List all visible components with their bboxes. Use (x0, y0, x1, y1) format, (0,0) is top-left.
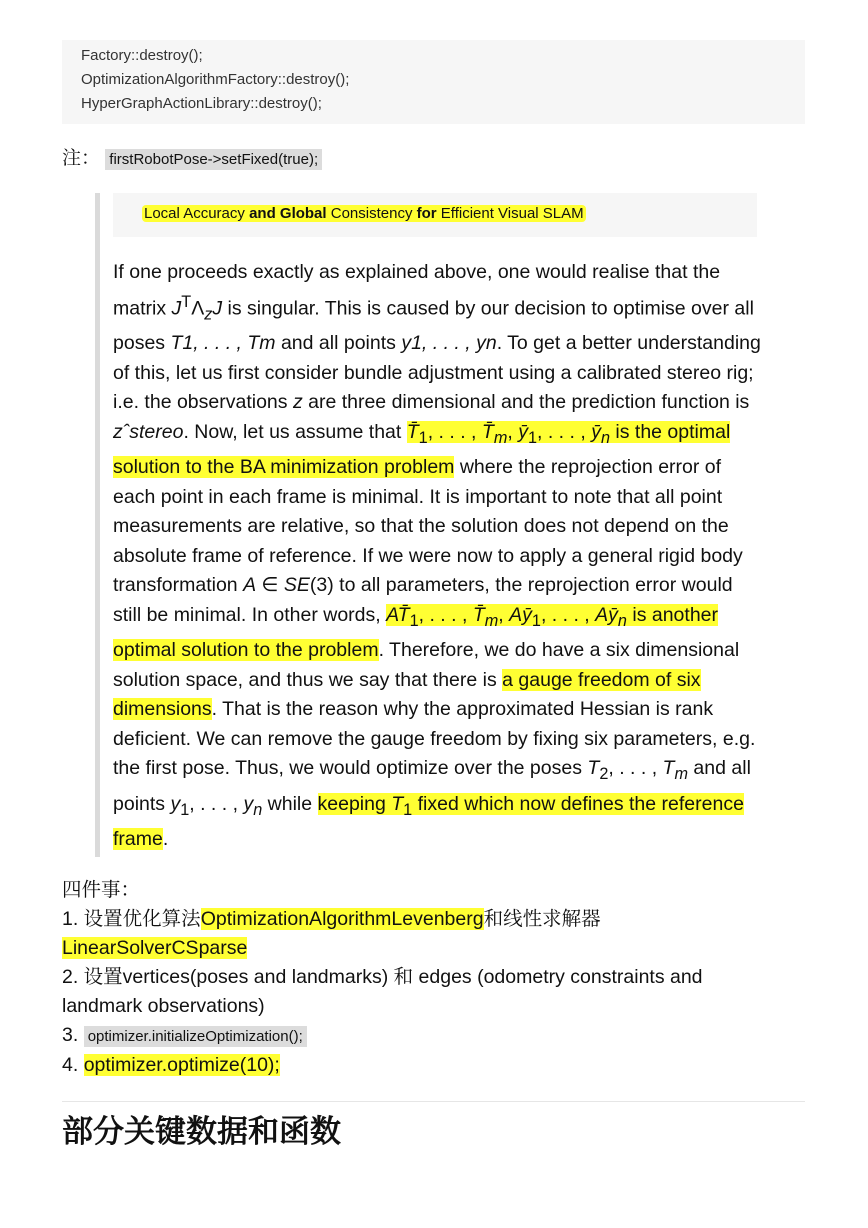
text-run: . Now, let us assume that (183, 420, 407, 443)
math-sub: n (600, 428, 610, 447)
quote-title (142, 205, 586, 222)
section-divider (62, 1101, 805, 1102)
text-run: 和线性求解器 (483, 908, 601, 930)
text-run: . (162, 827, 169, 850)
math-sub: n (253, 800, 263, 819)
math: ȳ (518, 420, 528, 443)
math: , (498, 603, 510, 626)
math: T̄ (397, 603, 410, 626)
text-run: is singular. This is caused by our decision to optimise over all poses (113, 297, 754, 355)
math: ȳ (522, 603, 532, 626)
math-sub: m (674, 765, 689, 784)
math: (3) (309, 574, 334, 597)
text-run: are three dimensional and the prediction function is (302, 391, 750, 414)
math: A (243, 574, 257, 597)
text-run: . That is the reason why the approximated Hessian is rank deficient. We can remove the gauge freedom by fixing six parameters, e.g. the first pose. Thus, we would optimize over the poses (113, 698, 756, 780)
note-inline-code: firstRobotPose->setFixed(true); (105, 149, 322, 170)
step-2: 2. 设置vertices(poses and landmarks) 和 edges (odometry constraints and landmark observations) (62, 966, 703, 1017)
step-4 (62, 1051, 782, 1080)
math: ∈ (256, 574, 284, 597)
math-sup: T (181, 292, 192, 311)
title-part: Efficient Visual SLAM (436, 205, 584, 222)
math: , . . . , (608, 757, 663, 780)
math: T1, . . . , Tm (170, 332, 276, 355)
text-run: fixed which now defines the reference frame (113, 792, 744, 850)
blockquote-bar (95, 193, 100, 857)
math: z (292, 391, 303, 414)
math: y (243, 792, 254, 815)
code-line: OptimizationAlgorithmFactory::destroy(); (81, 71, 350, 88)
note-label: 注： (62, 148, 101, 169)
highlight-solver: LinearSolverCSparse (62, 937, 248, 959)
math: A (595, 603, 609, 626)
math-sub: z (204, 304, 213, 323)
quote-paragraph (113, 258, 763, 854)
math: , . . . , (537, 420, 592, 443)
math: T (662, 757, 675, 780)
text-run: where the reprojection error of each point in each frame is minimal. It is important to note that all point measurements are relative, so that the solution does not depend on the absolute frame of reference. If we were now to apply a general rigid body transformation (113, 456, 743, 597)
text-run: is another optimal solution to the problem (113, 603, 719, 662)
math: T̄ (481, 420, 494, 443)
math: J (171, 297, 182, 319)
quote-title-highlight (142, 205, 586, 222)
highlight-gauge-freedom: a gauge freedom of six dimensions (113, 668, 701, 721)
quote-title-box (113, 193, 757, 237)
text-run: is the optimal solution to the BA minimization problem (113, 420, 731, 479)
steps-heading: 四件事： (62, 879, 141, 901)
math-sub: 1 (531, 611, 541, 630)
step-3-code: optimizer.initializeOptimization(); (84, 1026, 307, 1047)
math: A (386, 603, 398, 626)
math: y (170, 792, 181, 815)
math: T̄ (406, 420, 419, 443)
text-run: . To get a better understanding of this, let us first consider bundle adjustment using a calibrated stereo rig; i.e. the observations (113, 332, 761, 414)
highlight-optimizer: OptimizationAlgorithmLevenberg (200, 908, 484, 930)
text-run: 4. (62, 1054, 84, 1076)
math: , . . . , (189, 792, 244, 815)
text-run: and all points (113, 757, 751, 815)
math: T (587, 757, 600, 780)
math: Λ (191, 297, 205, 319)
math: T̄ (472, 603, 485, 626)
text-run: 1. 设置优化算法 (62, 908, 201, 930)
math: y1, . . . , yn (401, 332, 497, 355)
math-sub: 2 (599, 765, 609, 784)
math: ȳ (591, 420, 601, 443)
code-line: HyperGraphActionLibrary::destroy(); (81, 95, 322, 112)
math: A (509, 603, 523, 626)
math-sub: n (617, 611, 627, 630)
title-part-bold: for (416, 205, 437, 222)
text-run: keeping (317, 792, 392, 815)
highlight-optimize-call: optimizer.optimize(10); (83, 1054, 280, 1076)
text-run: 3. (62, 1024, 84, 1046)
title-part-bold: and Global (249, 205, 327, 222)
math: SE (283, 574, 310, 597)
math-sub: 1 (180, 800, 190, 819)
math: zˆstereo (113, 420, 184, 443)
code-line: Factory::destroy(); (81, 47, 203, 64)
math: , . . . , (418, 603, 473, 626)
math-sub: m (484, 611, 499, 630)
text-run: while (262, 792, 318, 815)
math: J (212, 297, 223, 319)
step-1 (62, 905, 782, 963)
math-sub: 1 (418, 428, 428, 447)
note-line (62, 146, 322, 173)
math: , . . . , (427, 420, 482, 443)
code-block (62, 40, 805, 124)
step-3 (62, 1021, 782, 1051)
section-title: 部分关键数据和函数 (62, 1114, 341, 1149)
math: T (391, 792, 404, 815)
steps-list (62, 876, 782, 1080)
text-run: . Therefore, we do have a six dimensional solution space, and thus we say that there is (113, 639, 740, 691)
math-sub: 1 (527, 428, 537, 447)
math: ȳ (608, 603, 618, 626)
math-sub: 1 (403, 800, 413, 819)
math: , . . . , (540, 603, 596, 626)
math-sub: 1 (409, 611, 419, 630)
math: , (507, 420, 519, 443)
title-part: Local Accuracy (144, 205, 250, 222)
math-sub: m (493, 428, 508, 447)
text-run: If one proceeds exactly as explained above, one would realise that the matrix (113, 261, 721, 319)
text-run: and all points (275, 332, 402, 355)
text-run: to all parameters, the reprojection error would still be minimal. In other words, (113, 574, 733, 626)
title-part: Consistency (326, 205, 417, 222)
